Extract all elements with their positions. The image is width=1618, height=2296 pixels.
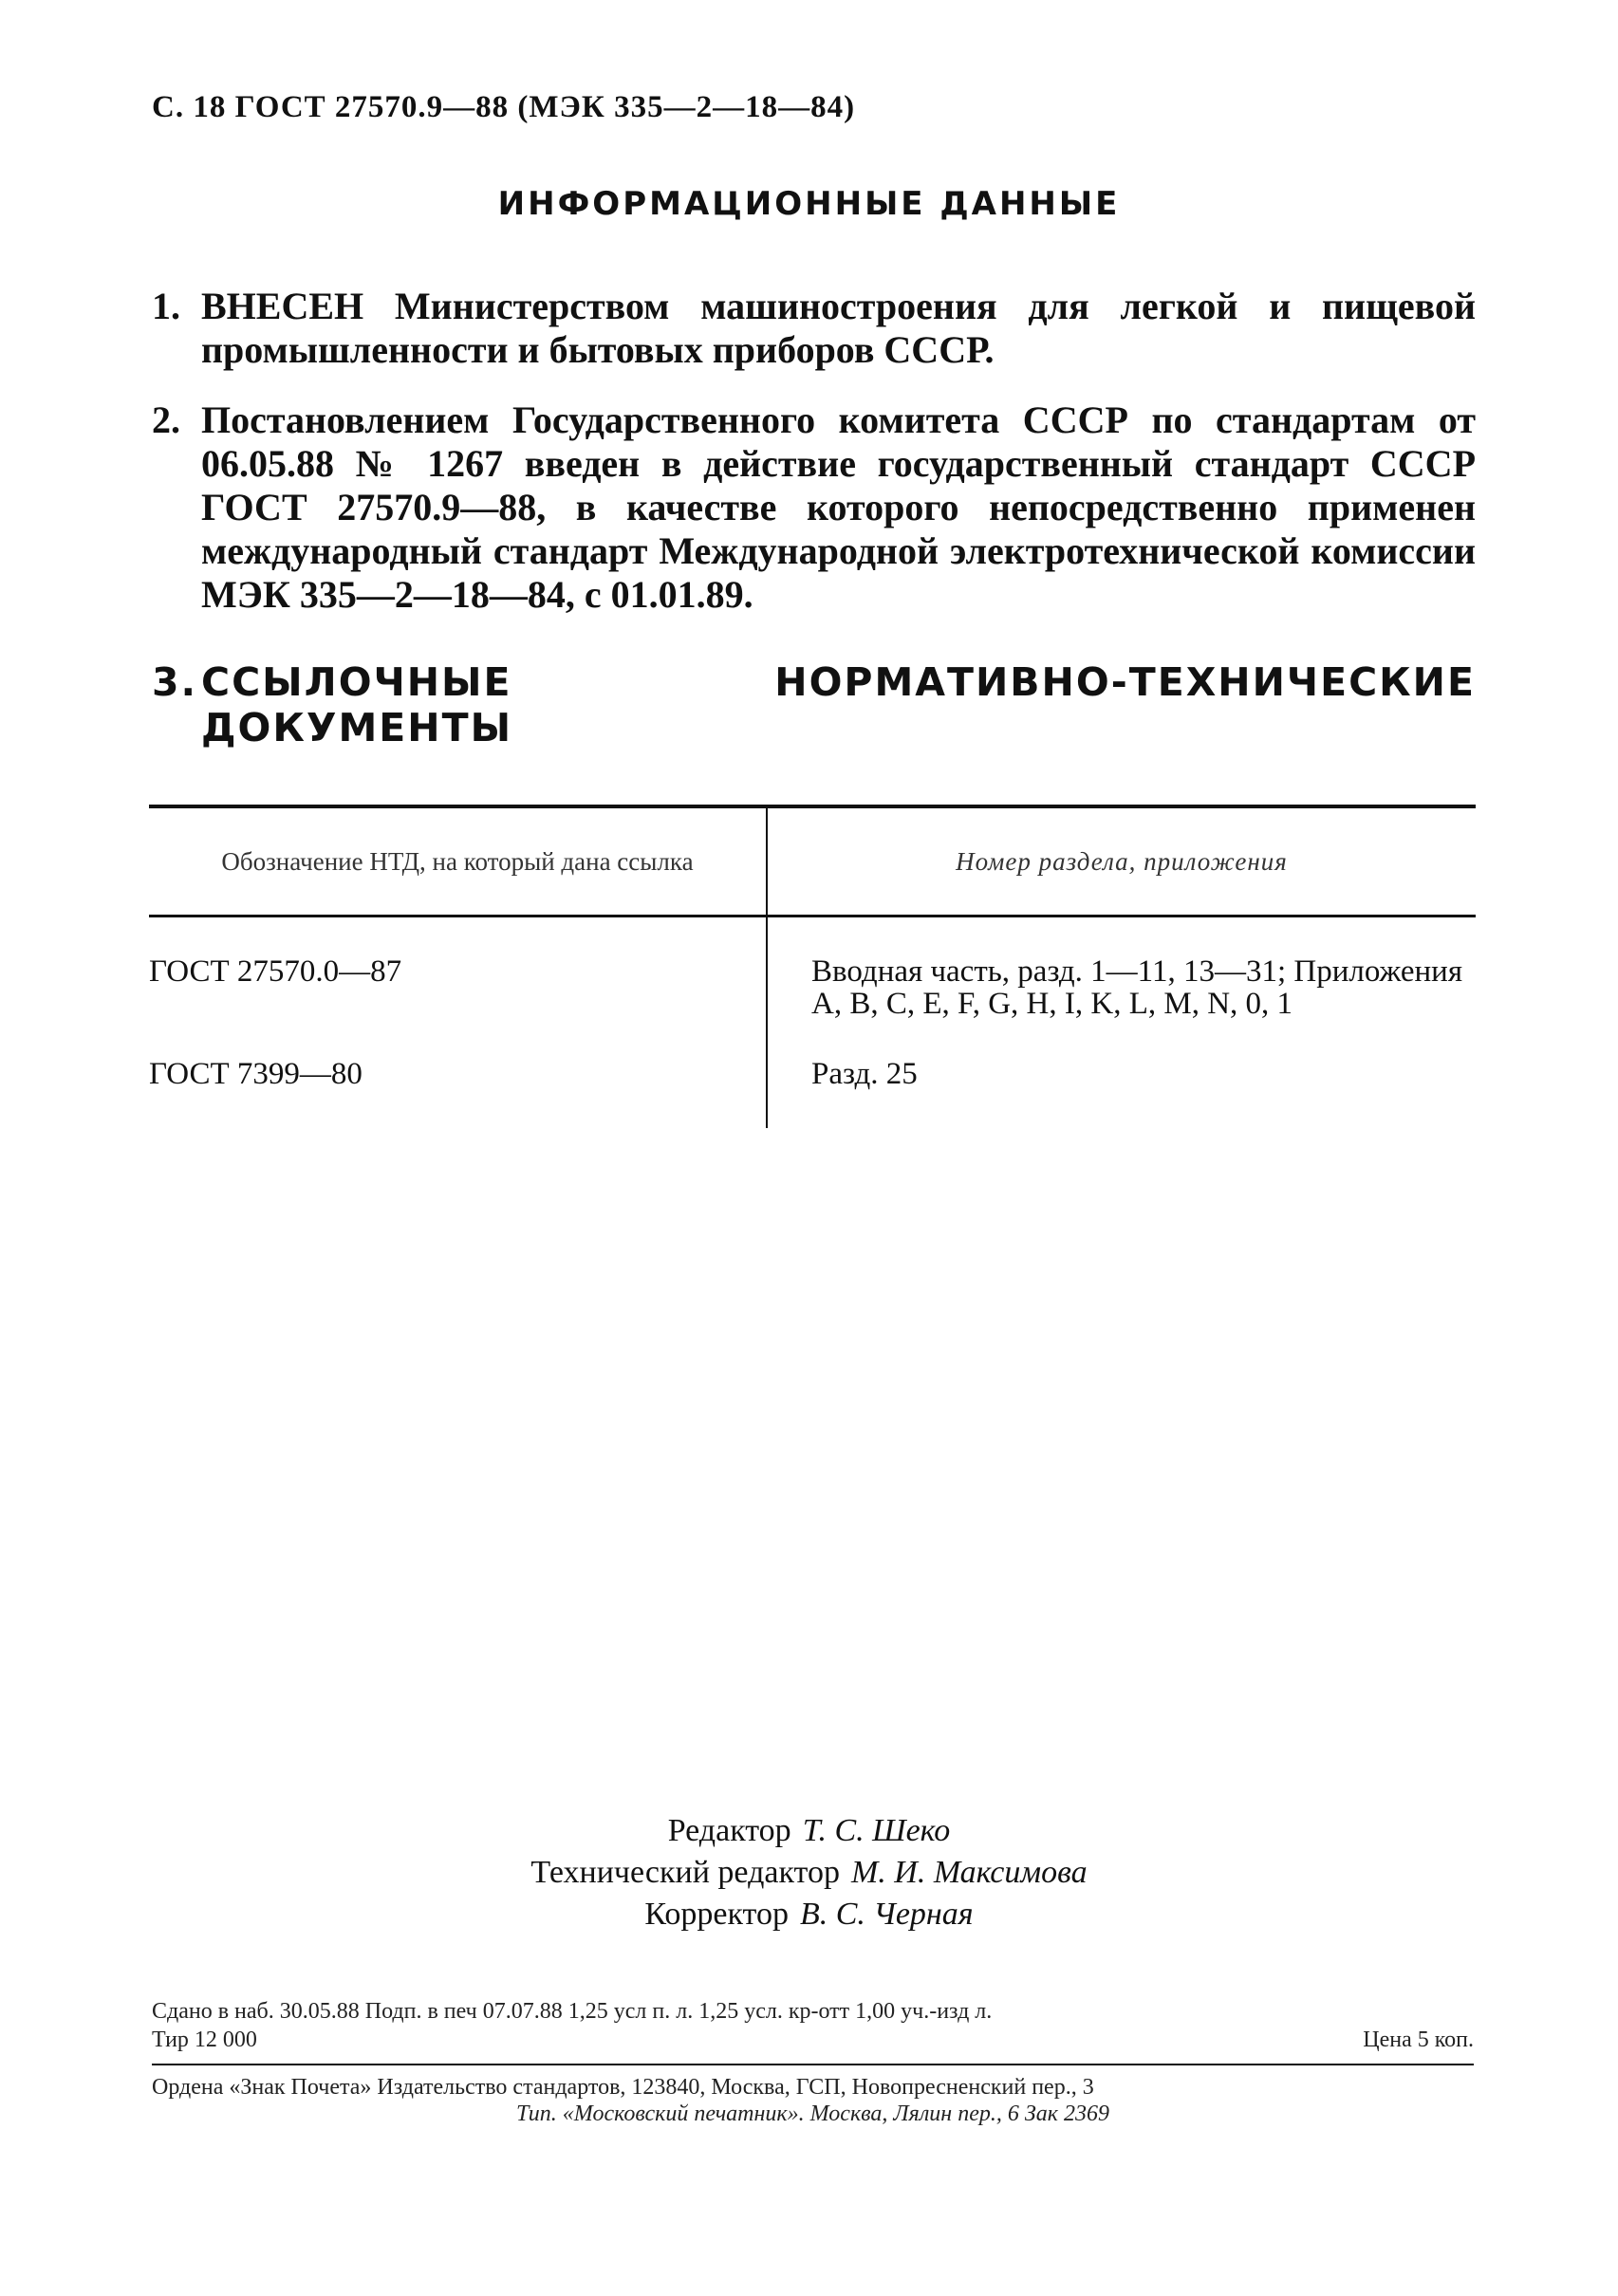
publisher-details [152, 2074, 1474, 2127]
credits-block [0, 1810, 1618, 1935]
item-text: ВНЕСЕН Министерством машиностроения для легкой и пищевой промышленности и бытовых приборов СССР. [201, 285, 1476, 371]
print-details-line: Сдано в наб. 30.05.88 Подп. в печ 07.07.88 1,25 усл п. л. 1,25 усл. кр-отт 1,00 уч.-изд л. [152, 1999, 993, 2024]
info-item-1 [152, 285, 1476, 372]
print-run-row [152, 2026, 1474, 2054]
info-item-2 [152, 398, 1476, 617]
price: Цена 5 коп. [1363, 2028, 1474, 2052]
print-details [152, 1997, 1474, 2054]
credit-name: Т. С. Шеко [802, 1813, 951, 1848]
cell-section: Вводная часть, разд. 1—11, 13—31; Приложения A, B, C, E, F, G, H, I, K, L, M, N, 0, 1 [811, 954, 1463, 1021]
credit-line-corrector [0, 1894, 1618, 1935]
cell-document: ГОСТ 7399—80 [149, 1057, 363, 1091]
credit-role: Технический редактор [530, 1855, 840, 1890]
credit-role: Корректор [644, 1897, 789, 1932]
credit-line-editor [0, 1810, 1618, 1852]
column-header-document: Обозначение НТД, на который дана ссылка [149, 808, 768, 915]
item-number: 1. [152, 285, 180, 327]
column-divider [766, 917, 768, 1128]
credit-line-tech-editor [0, 1852, 1618, 1894]
cell-document: ГОСТ 27570.0—87 [149, 954, 402, 989]
cell-section: Разд. 25 [811, 1057, 918, 1091]
print-run: Тир 12 000 [152, 2028, 257, 2052]
credit-role: Редактор [667, 1813, 791, 1848]
imprint-rule [152, 2064, 1474, 2065]
table-body [149, 917, 1476, 1128]
publisher-line: Ордена «Знак Почета» Издательство стандартов, 123840, Москва, ГСП, Новопресненский пер., 3 [152, 2075, 1094, 2100]
table-header [149, 808, 1476, 915]
item-number: 2. [152, 398, 180, 441]
info-item-3 [152, 659, 1476, 750]
item-number: 3. [152, 659, 198, 705]
item-text: ССЫЛОЧНЫЕ НОРМАТИВНО-ТЕХНИЧЕСКИЕ ДОКУМЕНТЫ [201, 659, 1476, 750]
item-text: Постановлением Государственного комитета СССР по стандартам от 06.05.88 № 1267 введен в действие государственный стандарт СССР ГОСТ 27570.9—88, в качестве которого непосредственно применен международный стандарт Международной электротехнической комиссии МЭК 335—2—18—84, с 01.01.89. [201, 398, 1476, 616]
reference-table [149, 805, 1476, 1128]
printer-line: Тип. «Московский печатник». Москва, Лялин пер., 6 Зак 2369 [516, 2102, 1109, 2126]
credit-name: В. С. Черная [799, 1897, 974, 1932]
credit-name: М. И. Максимова [850, 1855, 1088, 1890]
section-title: ИНФОРМАЦИОННЫЕ ДАННЫЕ [497, 185, 1121, 223]
page-header: С. 18 ГОСТ 27570.9—88 (МЭК 335—2—18—84) [152, 90, 856, 124]
column-header-section: Номер раздела, приложения [956, 847, 1288, 876]
